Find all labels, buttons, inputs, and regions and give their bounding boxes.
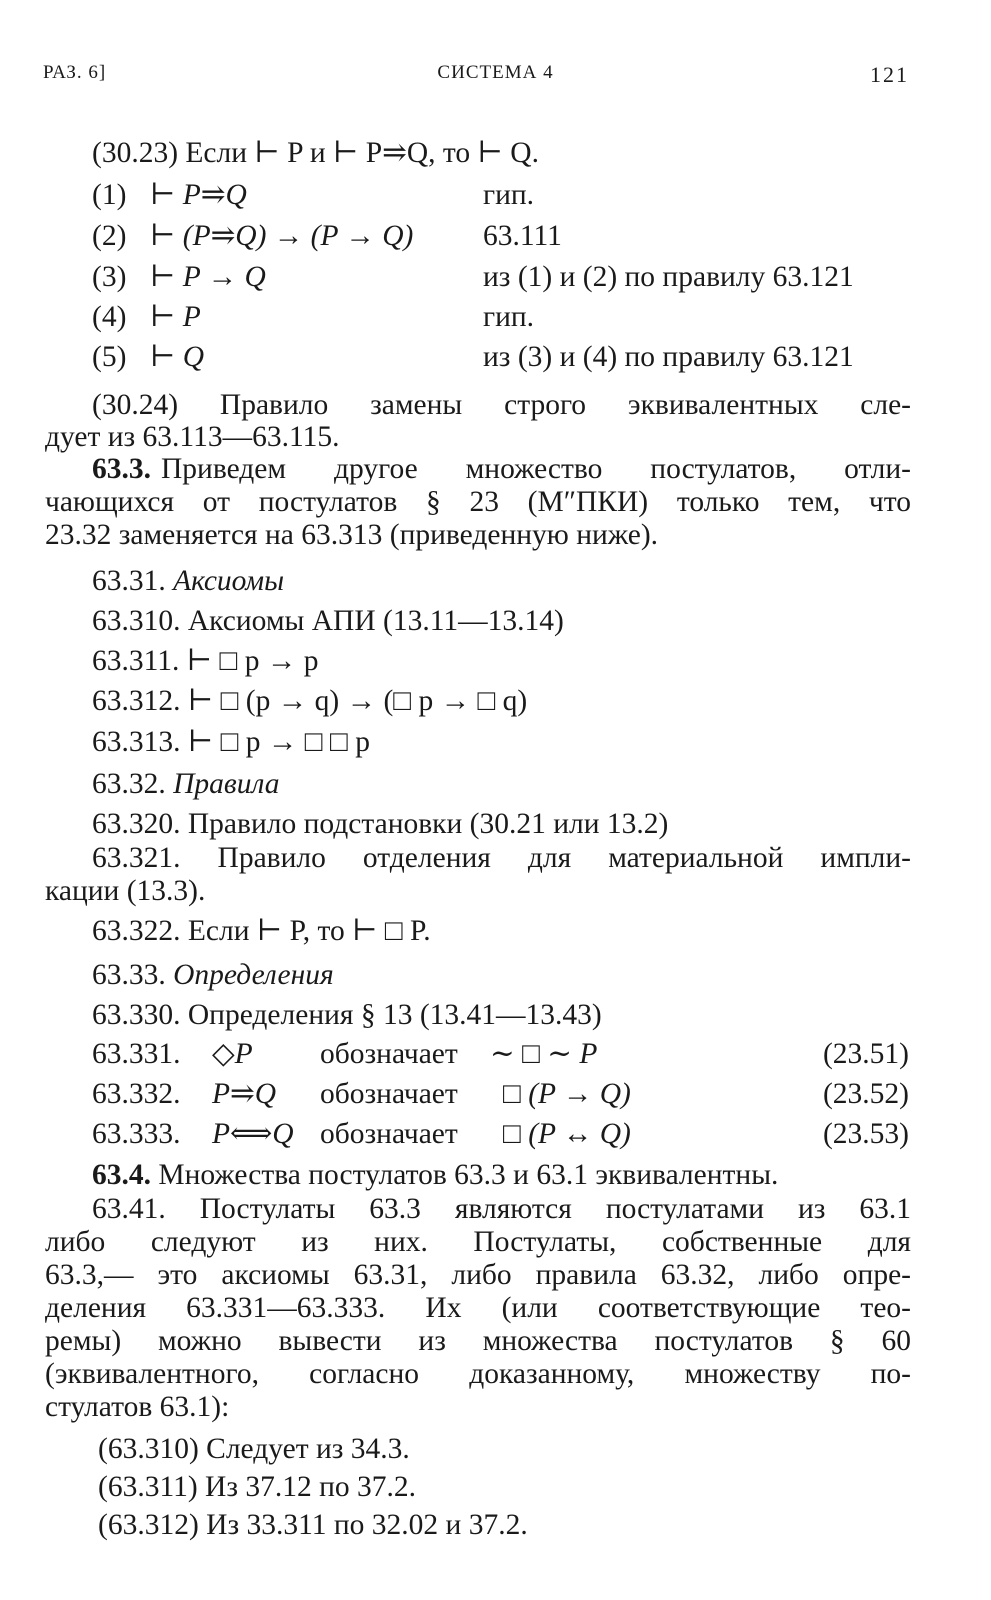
- definition-word: обозначает: [320, 1038, 458, 1070]
- heading-number: 63.33.: [92, 959, 166, 991]
- rules-heading: [92, 767, 279, 801]
- proof-step-num: (1): [92, 179, 127, 211]
- rule-line: 63.321. Правило отделения для материальной импли-: [92, 842, 911, 874]
- paragraph-line: либо следуют из них. Постулаты, собственные для: [45, 1226, 911, 1258]
- rule-line: 63.322. Если ⊢ P, то ⊢ □ P.: [92, 915, 431, 947]
- definition-word: обозначает: [320, 1078, 458, 1110]
- proof-step-num: (2): [92, 220, 127, 252]
- rule-line: 63.320. Правило подстановки (30.21 или 13.2): [92, 808, 669, 840]
- header-section: РАЗ. 6]: [43, 62, 107, 83]
- definition-lhs: P⥤Q: [212, 1078, 277, 1110]
- section-number: 63.4.: [92, 1159, 151, 1191]
- definition-lhs: ◇P: [212, 1038, 253, 1070]
- proof-step-formula: ⊢ P: [150, 301, 201, 333]
- page-number: 121: [870, 62, 909, 87]
- definition-reference: (23.51): [822, 1038, 909, 1070]
- definition-word: обозначает: [320, 1118, 458, 1150]
- definition-rhs: □ (P ↔ Q): [503, 1118, 631, 1150]
- proof-step-reason: гип.: [483, 179, 535, 211]
- section-number: 63.3.: [92, 453, 151, 485]
- definition-line: 63.330. Определения § 13 (13.41—13.43): [92, 999, 602, 1031]
- axiom-line: 63.313. ⊢ □ p → □ □ p: [92, 726, 370, 758]
- proof-step-reason: 63.111: [483, 220, 562, 252]
- proof-step-formula: ⊢ Q: [150, 341, 205, 373]
- definition-number: 63.331.: [92, 1038, 181, 1070]
- proof-step-num: (4): [92, 301, 127, 333]
- paragraph-line: 63.41. Постулаты 63.3 являются постулатами из 63.1: [92, 1193, 911, 1225]
- paragraph-line: 63.3,— это аксиомы 63.31, либо правила 63.32, либо опре-: [45, 1259, 911, 1291]
- proof-step-num: (3): [92, 261, 127, 293]
- axiom-line: 63.311. ⊢ □ p → p: [92, 645, 319, 677]
- proof-title: (30.23) Если ⊢ P и ⊢ P⥤Q, то ⊢ Q.: [92, 137, 539, 169]
- definition-rhs: □ (P → Q): [503, 1078, 631, 1110]
- derivation-line: (63.312) Из 33.311 по 32.02 и 37.2.: [98, 1509, 528, 1541]
- proof-step-formula: ⊢ P⥤Q: [150, 179, 247, 211]
- definition-number: 63.333.: [92, 1118, 181, 1150]
- proof-step-reason: из (3) и (4) по правилу 63.121: [483, 341, 854, 373]
- definition-lhs: P⟺Q: [212, 1118, 294, 1150]
- heading-text: Аксиомы: [173, 565, 285, 597]
- heading-text: Правила: [173, 768, 280, 800]
- definitions-heading: [92, 958, 334, 992]
- heading-number: 63.32.: [92, 768, 166, 800]
- axiom-line: 63.312. ⊢ □ (p → q) → (□ p → □ q): [92, 685, 528, 717]
- paragraph-line: стулатов 63.1):: [45, 1391, 230, 1423]
- axioms-heading: [92, 564, 284, 598]
- paragraph-line: (30.24) Правило замены строго эквивалентных сле-: [92, 389, 911, 421]
- definition-reference: (23.53): [822, 1118, 909, 1150]
- paragraph-line: 23.32 заменяется на 63.313 (приведенную ниже).: [45, 519, 659, 551]
- proof-step-num: (5): [92, 341, 127, 373]
- paragraph-63-4: [92, 1158, 778, 1192]
- paragraph-line: чающихся от постулатов § 23 (M″ПКИ) только тем, что: [45, 486, 911, 518]
- heading-number: 63.31.: [92, 565, 166, 597]
- paragraph-line: дует из 63.113—63.115.: [45, 421, 340, 453]
- proof-step-formula: ⊢ P → Q: [150, 261, 266, 293]
- paragraph-63-3-line1: [92, 452, 911, 486]
- rule-line: кации (13.3).: [45, 875, 206, 907]
- definition-rhs: ∼ □ ∼ P: [490, 1038, 598, 1070]
- paragraph-line: деления 63.331—63.333. Их (или соответствующие тео-: [45, 1292, 911, 1324]
- definition-reference: (23.52): [822, 1078, 909, 1110]
- proof-step-reason: гип.: [483, 301, 535, 333]
- header-title: СИСТЕМА 4: [437, 62, 554, 83]
- paragraph-line: (эквивалентного, согласно доказанному, множеству по-: [45, 1358, 911, 1390]
- axiom-line: 63.310. Аксиомы АПИ (13.11—13.14): [92, 605, 564, 637]
- paragraph-text: Множества постулатов 63.3 и 63.1 эквивалентны.: [158, 1159, 779, 1191]
- paragraph-line: ремы) можно вывести из множества постулатов § 60: [45, 1325, 911, 1357]
- derivation-line: (63.311) Из 37.12 по 37.2.: [98, 1471, 417, 1503]
- derivation-line: (63.310) Следует из 34.3.: [98, 1433, 410, 1465]
- proof-step-reason: из (1) и (2) по правилу 63.121: [483, 261, 854, 293]
- paragraph-text: Приведем другое множество постулатов, отли-: [161, 453, 911, 485]
- heading-text: Определения: [173, 959, 334, 991]
- proof-step-formula: ⊢ (P⥤Q) → (P → Q): [150, 220, 414, 252]
- definition-number: 63.332.: [92, 1078, 181, 1110]
